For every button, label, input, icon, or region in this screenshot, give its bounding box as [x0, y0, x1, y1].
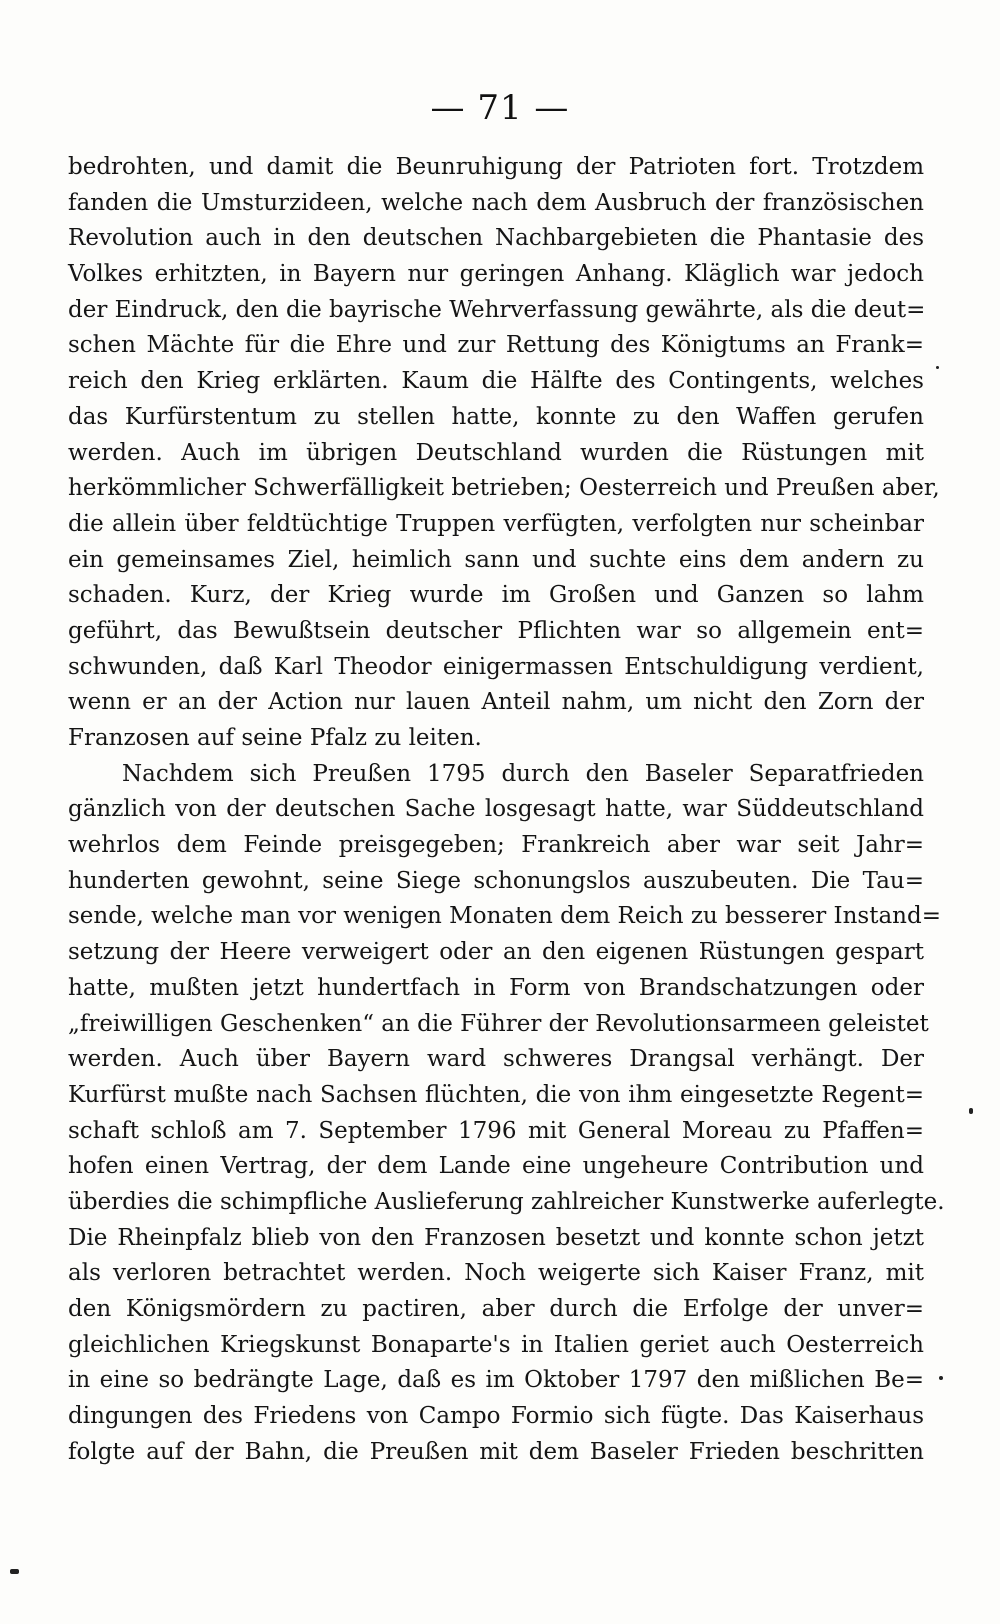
text-line: bedrohten, und damit die Beunruhigung der Patrioten fort. Trotzdem — [68, 154, 924, 180]
text-line: ein gemeinsames Ziel, heimlich sann und suchte eins dem andern zu — [68, 546, 924, 573]
scan-speck — [969, 1108, 973, 1114]
text-line: hatte, mußten jetzt hundertfach in Form von Brandschatzungen oder — [68, 974, 924, 1001]
text-line: Die Rheinpfalz blieb von den Franzosen besetzt und konnte schon jetzt — [68, 1224, 924, 1251]
scan-speck — [10, 1569, 19, 1574]
text-line: schen Mächte für die Ehre und zur Rettung des Königtums an Frank= — [68, 332, 924, 359]
text-line: fanden die Umsturzideen, welche nach dem Ausbruch der französischen — [68, 189, 924, 216]
text-line: sende, welche man vor wenigen Monaten dem Reich zu besserer Instand= — [68, 903, 941, 930]
text-line: folgte auf der Bahn, die Preußen mit dem Baseler Frieden beschritten — [68, 1438, 924, 1465]
text-line: in eine so bedrängte Lage, daß es im Oktober 1797 den mißlichen Be= — [68, 1367, 924, 1394]
scan-speck — [936, 366, 939, 369]
text-line: schwunden, daß Karl Theodor einigermassen Entschuldigung verdient, — [68, 653, 924, 680]
paragraph-end-line: Franzosen auf seine Pfalz zu leiten. — [68, 725, 482, 751]
text-line: überdies die schimpfliche Auslieferung zahlreicher Kunstwerke auferlegte. — [68, 1188, 945, 1215]
text-line: der Eindruck, den die bayrische Wehrverfassung gewährte, als die deut= — [68, 296, 926, 323]
text-line: reich den Krieg erklärten. Kaum die Hälfte des Contingents, welches — [68, 368, 924, 395]
text-line: wehrlos dem Feinde preisgegeben; Frankreich aber war seit Jahr= — [68, 832, 924, 859]
text-line: „freiwilligen Geschenken“ an die Führer der Revolutionsarmeen geleistet — [68, 1010, 929, 1037]
text-line: Volkes erhitzten, in Bayern nur geringen Anhang. Kläglich war jedoch — [68, 261, 924, 288]
text-line: Revolution auch in den deutschen Nachbargebieten die Phantasie des — [68, 225, 924, 252]
text-line: Kurfürst mußte nach Sachsen flüchten, die von ihm eingesetzte Regent= — [68, 1081, 924, 1108]
body-text — [68, 150, 945, 1470]
text-line: setzung der Heere verweigert oder an den eigenen Rüstungen gespart — [68, 939, 924, 966]
page-number: — 71 — — [430, 88, 570, 128]
text-line: das Kurfürstentum zu stellen hatte, konnte zu den Waffen gerufen — [68, 403, 924, 430]
paragraph-start-line: Nachdem sich Preußen 1795 durch den Baseler Separatfrieden — [122, 760, 924, 787]
text-line: schaden. Kurz, der Krieg wurde im Großen und Ganzen so lahm — [68, 582, 924, 609]
text-line: werden. Auch im übrigen Deutschland wurden die Rüstungen mit — [68, 439, 924, 466]
text-line: schaft schloß am 7. September 1796 mit General Moreau zu Pfaffen= — [68, 1117, 924, 1144]
text-line: den Königsmördern zu pactiren, aber durch die Erfolge der unver= — [68, 1296, 924, 1322]
text-line: die allein über feldtüchtige Truppen verfügten, verfolgten nur scheinbar — [68, 510, 924, 537]
text-line: gleichlichen Kriegskunst Bonaparte's in Italien geriet auch Oesterreich — [68, 1331, 924, 1358]
text-line: wenn er an der Action nur lauen Anteil nahm, um nicht den Zorn der — [68, 689, 924, 716]
text-line: als verloren betrachtet werden. Noch weigerte sich Kaiser Franz, mit — [68, 1260, 924, 1287]
text-line: geführt, das Bewußtsein deutscher Pflichten war so allgemein ent= — [68, 617, 924, 644]
text-line: herkömmlicher Schwerfälligkeit betrieben; Oesterreich und Preußen aber, — [68, 475, 940, 502]
text-line: hunderten gewohnt, seine Siege schonungslos auszubeuten. Die Tau= — [68, 867, 924, 894]
text-line: hofen einen Vertrag, der dem Lande eine ungeheure Contribution und — [68, 1153, 924, 1180]
scan-speck — [939, 1376, 943, 1380]
text-line: werden. Auch über Bayern ward schweres Drangsal verhängt. Der — [68, 1046, 924, 1073]
text-line: gänzlich von der deutschen Sache losgesagt hatte, war Süddeutschland — [68, 796, 924, 823]
text-line: dingungen des Friedens von Campo Formio sich fügte. Das Kaiserhaus — [68, 1403, 924, 1430]
